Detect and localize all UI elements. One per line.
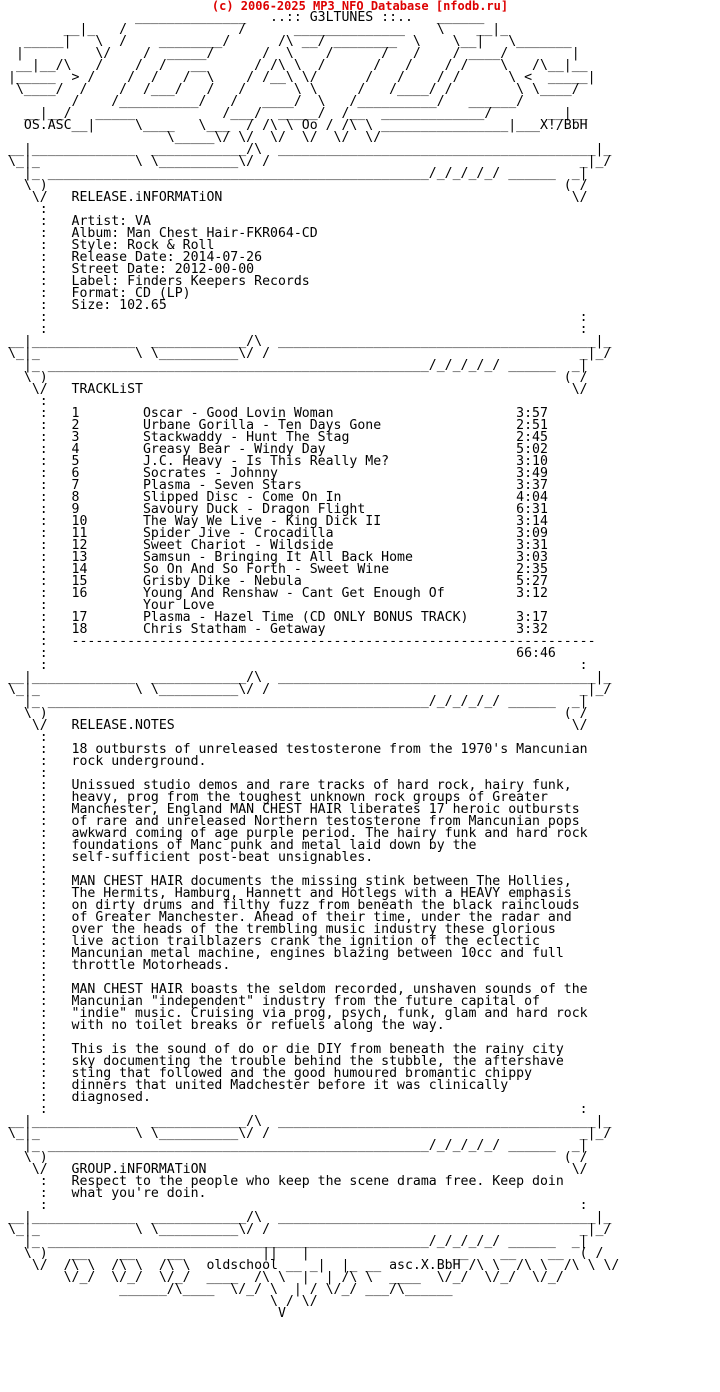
nfo-line: : 3 Stackwaddy - Hunt The Stag 2:45 xyxy=(8,430,548,445)
nfo-line: : : xyxy=(8,310,588,325)
nfo-line: __|_ / / ______________ \ __|_ xyxy=(8,22,509,37)
nfo-line: : 7 Plasma - Seven Stars 3:37 xyxy=(8,478,548,493)
nfo-line: |_ ________________________________________________/_/_/_/_/ ______ _| xyxy=(8,1234,588,1249)
nfo-line: : of rare and unreleased Northern testosterone from Mancunian pops xyxy=(8,814,580,829)
nfo-line: OS.ASC__| \____ \___ / /\ \ Oo / /\ \ ________________|___X!/BbH xyxy=(8,118,588,133)
nfo-line: : Mancunian "independent" industry from the future capital of xyxy=(8,994,540,1009)
nfo-line: : throttle Motorheads. xyxy=(8,958,231,973)
nfo-line: V xyxy=(8,1306,286,1321)
nfo-line: : : xyxy=(8,322,588,337)
nfo-line: : 8 Slipped Disc - Come On In 4:04 xyxy=(8,490,548,505)
nfo-line: : self-sufficient post-beat unsignables. xyxy=(8,850,374,865)
nfo-line: : 12 Sweet Chariot - Wildside 3:31 xyxy=(8,538,548,553)
nfo-line: : sting that followed and the good humoured bromantic chippy xyxy=(8,1066,533,1081)
nfo-line: : foundations of Manc punk and metal laid down by the xyxy=(8,838,477,853)
nfo-line: __|_____________ ____________/\ ________________________________________|_ xyxy=(8,334,612,349)
nfo-line: : xyxy=(8,766,48,781)
nfo-line: : Mancunian metal machine, engines blazing between 10cc and full xyxy=(8,946,564,961)
nfo-line: \____/ / / /___/ / / \ \ / /____/ / \ \____/ xyxy=(8,82,580,97)
nfo-line: : 5 J.C. Heavy - Is This Really Me? 3:10 xyxy=(8,454,548,469)
nfo-line: : 18 outbursts of unreleased testosterone from the 1970's Mancunian xyxy=(8,742,588,757)
nfo-line: : Artist: VA xyxy=(8,214,151,229)
nfo-line: : 18 Chris Statham - Getaway 3:32 xyxy=(8,622,548,637)
nfo-line: : Album: Man Chest Hair-FKR064-CD xyxy=(8,226,318,241)
nfo-line: : The Hermits, Hamburg, Hannett and Hotlegs with a HEAVY emphasis xyxy=(8,886,572,901)
nfo-line: |_ ________________________________________________/_/_/_/_/ ______ _| xyxy=(8,1138,588,1153)
nfo-line: : 15 Grisby Dike - Nebula 5:27 xyxy=(8,574,548,589)
nfo-line: : xyxy=(8,970,48,985)
nfo-line: \/ GROUP.iNFORMATiON \/ xyxy=(8,1162,588,1177)
site-banner: (c) 2006-2025 MP3 NFO Database [nfodb.ru] xyxy=(211,0,509,13)
nfo-line: _____| \ / ________/ /\ __/ ________ \ \__| \_______ xyxy=(8,34,572,49)
nfo-line: : 9 Savoury Duck - Dragon Flight 6:31 xyxy=(8,502,548,517)
nfo-line: : Your Love xyxy=(8,598,215,613)
nfo-line: : Manchester, England MAN CHEST HAIR liberates 17 heroic outbursts xyxy=(8,802,580,817)
nfo-line: \/ TRACKLiST \/ xyxy=(8,382,588,397)
nfo-line: : MAN CHEST HAIR boasts the seldom recorded, unshaven sounds of the xyxy=(8,982,588,997)
nfo-line: : xyxy=(8,862,48,877)
nfo-line: : 16 Young And Renshaw - Cant Get Enough Of 3:12 xyxy=(8,586,548,601)
nfo-line: \_|_ \ \__________\/ / _|_/ xyxy=(8,1222,612,1237)
nfo-line: : Style: Rock & Roll xyxy=(8,238,215,253)
nfo-line: : xyxy=(8,394,48,409)
nfo-line: \/_/ \/_/ \/_/ ____ /\ \ | | /\ \ ____ \/_/ \/_/ \/_/ xyxy=(8,1270,564,1285)
nfo-line: \/ RELEASE.NOTES \/ xyxy=(8,718,588,733)
nfo-line: : ------------------------------------------------------------------ xyxy=(8,634,596,649)
nfo-line: __|__/\ / / / __ / /\ \ / / / / / \ /\__|__ xyxy=(8,58,588,73)
nfo-line: : sky documenting the trouble behind the stubble, the aftershave xyxy=(8,1054,564,1069)
nfo-line: : what you're doin. xyxy=(8,1186,207,1201)
nfo-line: __|__/ _____ /___/ _____/ /__ _____________/ __|__ xyxy=(8,106,588,121)
nfo-line: : MAN CHEST HAIR documents the missing stink between The Hollies, xyxy=(8,874,572,889)
nfo-line: : : xyxy=(8,1198,588,1213)
nfo-line: ______________ ..:: G3LTUNES ::.. ______ xyxy=(8,10,485,25)
nfo-line: \_|_ \ \__________\/ / _|_/ xyxy=(8,682,612,697)
nfo-line: : rock underground. xyxy=(8,754,207,769)
nfo-line: : Unissued studio demos and rare tracks of hard rock, hairy funk, xyxy=(8,778,572,793)
nfo-line: : 4 Greasy Bear - Windy Day 5:02 xyxy=(8,442,548,457)
nfo-line: : awkward coming of age purple period. The hairy funk and hard rock xyxy=(8,826,588,841)
nfo-line: \ ) ( / xyxy=(8,706,588,721)
nfo-line: : Respect to the people who keep the scene drama free. Keep doin xyxy=(8,1174,564,1189)
nfo-line: __|_____________ ____________/\ ________________________________________|_ xyxy=(8,1210,612,1225)
nfo-line: : 13 Samsun - Bringing It All Back Home 3:03 xyxy=(8,550,548,565)
nfo-line: : on dirty drums and filthy fuzz from beneath the black rainclouds xyxy=(8,898,580,913)
nfo-line: __|_____________ ____________/\ ________________________________________|_ xyxy=(8,670,612,685)
nfo-line: |_ ________________________________________________/_/_/_/_/ ______ _| xyxy=(8,694,588,709)
nfo-text-block xyxy=(8,12,619,1320)
nfo-line: : with no toilet breaks or refuels along the way. xyxy=(8,1018,445,1033)
nfo-line: : xyxy=(8,1030,48,1045)
nfo-line: \_____\/ \/ \/ \/ \/ \/ xyxy=(8,130,382,145)
nfo-line: : of Greater Manchester. Ahead of their time, under the radar and xyxy=(8,910,572,925)
nfo-line: \ ) __ __ __ || | __ __ __ ( / xyxy=(8,1246,604,1261)
nfo-line: : 14 So On And So Forth - Sweet Wine 2:35 xyxy=(8,562,548,577)
nfo-line: \_|_ \ \__________\/ / _|_/ xyxy=(8,154,612,169)
nfo-line: : 11 Spider Jive - Crocadilla 3:09 xyxy=(8,526,548,541)
nfo-line: |_____ > / / / / \ / /__\ \/ / / / / \ < _____| xyxy=(8,70,596,85)
nfo-line: : Release Date: 2014-07-26 xyxy=(8,250,263,265)
nfo-line: ______/\____ \/_/ \ | / \/_/ ___/\______ xyxy=(8,1282,453,1297)
nfo-line: \_|_ \ \__________\/ / _|_/ xyxy=(8,1126,612,1141)
nfo-line: \ / \/ xyxy=(8,1294,318,1309)
nfo-line: : Size: 102.65 xyxy=(8,298,167,313)
nfo-line: : live action trailblazers crank the ignition of the eclectic xyxy=(8,934,540,949)
nfo-line: : : xyxy=(8,1102,588,1117)
nfo-line: : Street Date: 2012-00-00 xyxy=(8,262,255,277)
nfo-line: : 10 The Way We Live - King Dick II 3:14 xyxy=(8,514,548,529)
nfo-line: : 1 Oscar - Good Lovin Woman 3:57 xyxy=(8,406,548,421)
nfo-line: \ ) ( / xyxy=(8,178,588,193)
nfo-line: |_ ________________________________________________/_/_/_/_/ ______ _| xyxy=(8,166,588,181)
nfo-line: : 2 Urbane Gorilla - Ten Days Gone 2:51 xyxy=(8,418,548,433)
nfo-line: : Format: CD (LP) xyxy=(8,286,191,301)
nfo-line: : 66:46 xyxy=(8,646,556,661)
nfo-line: __|_____________ ____________/\ ________________________________________|_ xyxy=(8,1114,612,1129)
nfo-line: : "indie" music. Cruising via prog, psych, funk, glam and hard rock xyxy=(8,1006,588,1021)
nfo-line: : Label: Finders Keepers Records xyxy=(8,274,310,289)
nfo-line: : : xyxy=(8,658,588,673)
nfo-line: \/ /\ \ /\ \ /\ \ oldschool __ _| |_ __ asc.X.BbH /\ \ /\ \ /\ \ \/ xyxy=(8,1258,620,1273)
nfo-line: : xyxy=(8,730,48,745)
nfo-line: \/ RELEASE.iNFORMATiON \/ xyxy=(8,190,588,205)
nfo-line: : diagnosed. xyxy=(8,1090,151,1105)
nfo-line: / /__________/ / ____/ \ /__________/ ______/ xyxy=(8,94,525,109)
nfo-line: | \/ / _____/ / \ / / / / ____/ | xyxy=(8,46,580,61)
nfo-line: \ ) ( / xyxy=(8,1150,588,1165)
nfo-line: : dinners that united Madchester before it was clinically xyxy=(8,1078,509,1093)
nfo-line: : 6 Socrates - Johnny 3:49 xyxy=(8,466,548,481)
nfo-line: : heavy, prog from the toughest unknown rock groups of Greater xyxy=(8,790,548,805)
nfo-line: : 17 Plasma - Hazel Time (CD ONLY BONUS TRACK) 3:17 xyxy=(8,610,548,625)
nfo-line: |_ ________________________________________________/_/_/_/_/ ______ _| xyxy=(8,358,588,373)
nfo-line: \ ) ( / xyxy=(8,370,588,385)
nfo-line: : over the heads of the trembling music industry these glorious xyxy=(8,922,556,937)
nfo-line: \_|_ \ \__________\/ / _|_/ xyxy=(8,346,612,361)
nfo-line: __|_____________ ____________/\ ________________________________________|_ xyxy=(8,142,612,157)
nfo-line: : xyxy=(8,202,48,217)
nfo-line: : This is the sound of do or die DIY from beneath the rainy city xyxy=(8,1042,564,1057)
